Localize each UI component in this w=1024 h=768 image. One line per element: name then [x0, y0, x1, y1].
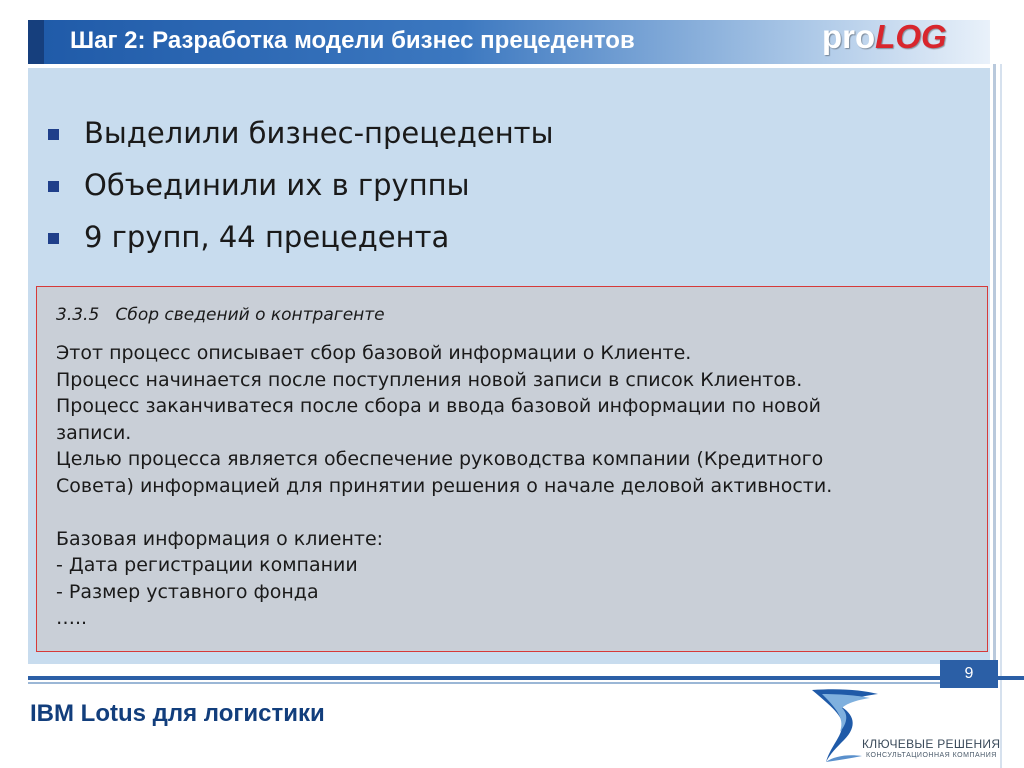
right-divider-line	[993, 64, 996, 684]
description-line: Процесс начинается после поступления новой записи в список Клиентов.	[56, 368, 803, 391]
bullet-text: Объединили их в группы	[84, 168, 470, 202]
footer-title: IBM Lotus для логистики	[30, 700, 325, 727]
bullet-list	[46, 110, 553, 266]
bullet-item	[46, 214, 553, 266]
bullet-square-icon	[48, 129, 59, 140]
header-accent	[28, 20, 44, 64]
description-line	[56, 499, 832, 526]
footer-divider-extension	[998, 676, 1024, 680]
bullet-square-icon	[48, 181, 59, 192]
logo-pro-text: pro	[822, 18, 876, 55]
description-line: Совета) информацией для принятии решения о начале деловой активности.	[56, 474, 833, 497]
slide-title: Шаг 2: Разработка модели бизнес прецедентов	[70, 27, 635, 54]
bullet-item	[46, 162, 553, 214]
logo-log-text: LOG	[875, 18, 947, 55]
prolog-logo	[822, 18, 947, 56]
description-line: - Дата регистрации компании	[56, 554, 358, 576]
right-divider-line-outer	[1000, 64, 1002, 768]
footer-divider	[28, 676, 990, 680]
description-line: Базовая информация о клиенте:	[56, 527, 384, 550]
description-line: Процесс заканчиватеся после сбора и ввода базовой информации по новой	[56, 395, 821, 417]
description-line: - Размер уставного фонда	[56, 580, 319, 603]
page-number: 9	[940, 660, 998, 688]
description-line: Целью процесса является обеспечение руководства компании (Кредитного	[56, 448, 824, 470]
description-line: Этот процесс описывает сбор базовой информации о Клиенте.	[56, 342, 692, 364]
description-line: …..	[56, 607, 88, 629]
bullet-text: Выделили бизнес-прецеденты	[84, 116, 554, 150]
description-line: записи.	[56, 421, 132, 444]
process-heading: 3.3.5 Сбор сведений о контрагенте	[56, 305, 385, 325]
company-name: КЛЮЧЕВЫЕ РЕШЕНИЯ	[862, 737, 1001, 751]
bullet-text: 9 групп, 44 прецедента	[84, 220, 450, 254]
bullet-item	[46, 110, 553, 162]
process-description-text	[56, 340, 832, 632]
company-subtitle: КОНСУЛЬТАЦИОННАЯ КОМПАНИЯ	[866, 752, 997, 759]
bullet-square-icon	[48, 233, 59, 244]
